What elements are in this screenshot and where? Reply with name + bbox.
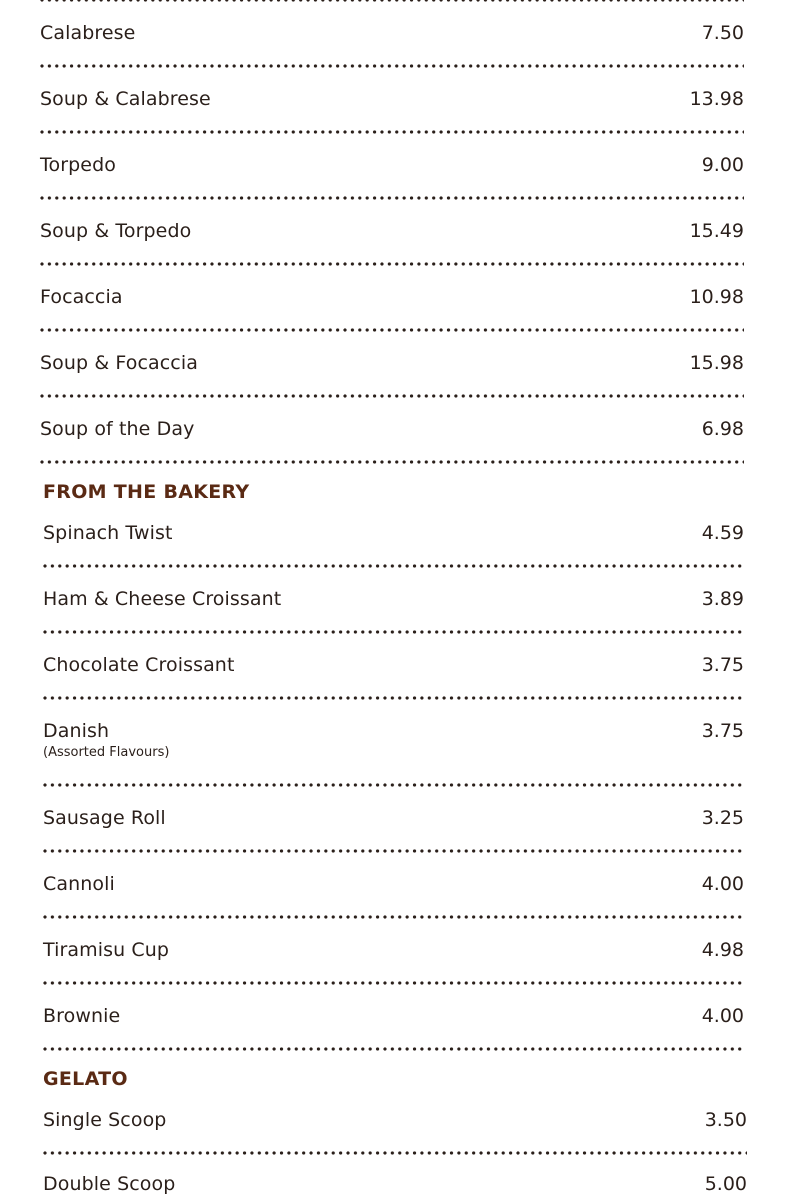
item-price: 4.00	[701, 873, 744, 895]
item-name: Danish	[43, 720, 110, 742]
dotted-divider	[43, 696, 744, 700]
menu-item-focaccia	[40, 282, 744, 312]
item-price: 15.98	[689, 352, 744, 374]
item-price: 6.98	[701, 418, 744, 440]
dotted-divider	[43, 783, 744, 787]
item-price: 15.49	[689, 220, 744, 242]
item-price: 9.00	[701, 154, 744, 176]
item-name: Spinach Twist	[43, 522, 173, 544]
item-name: Double Scoop	[43, 1173, 176, 1195]
menu-item-brownie	[43, 1001, 744, 1031]
item-name: Soup of the Day	[40, 418, 195, 440]
menu-item-calabrese	[40, 18, 744, 48]
item-name: Brownie	[43, 1005, 121, 1027]
item-name: Single Scoop	[43, 1109, 167, 1131]
item-price: 4.00	[701, 1005, 744, 1027]
item-price: 5.00	[704, 1173, 747, 1195]
item-price: 4.59	[701, 522, 744, 544]
item-price: 10.98	[689, 286, 744, 308]
item-price: 4.98	[701, 939, 744, 961]
dotted-divider	[40, 328, 744, 332]
section-heading-gelato: GELATO	[43, 1068, 128, 1090]
dotted-divider	[40, 394, 744, 398]
menu-item-cannoli	[43, 869, 744, 899]
dotted-divider	[43, 1151, 747, 1155]
menu-item-double-scoop	[43, 1169, 747, 1199]
menu-item-danish	[43, 716, 744, 766]
menu-item-sausage-roll	[43, 803, 744, 833]
item-name: Tiramisu Cup	[43, 939, 170, 961]
dotted-divider	[40, 130, 744, 134]
dotted-divider	[43, 849, 744, 853]
menu-item-soup-focaccia	[40, 348, 744, 378]
menu-item-soup-calabrese	[40, 84, 744, 114]
item-note: (Assorted Flavours)	[43, 745, 170, 760]
dotted-divider	[40, 64, 744, 68]
item-price: 3.89	[701, 588, 744, 610]
dotted-divider	[43, 915, 744, 919]
menu-item-tiramisu-cup	[43, 935, 744, 965]
item-name: Cannoli	[43, 873, 115, 895]
section-heading-bakery: FROM THE BAKERY	[43, 481, 250, 503]
item-name: Soup & Focaccia	[40, 352, 198, 374]
item-price: 3.50	[704, 1109, 747, 1131]
item-price: 3.75	[701, 654, 744, 676]
dotted-divider	[40, 0, 744, 2]
item-name: Soup & Torpedo	[40, 220, 192, 242]
menu-item-spinach-twist	[43, 518, 744, 548]
dotted-divider	[43, 1047, 744, 1051]
item-name: Focaccia	[40, 286, 123, 308]
dotted-divider	[40, 196, 744, 200]
item-name: Soup & Calabrese	[40, 88, 211, 110]
item-name: Torpedo	[40, 154, 116, 176]
dotted-divider	[43, 630, 744, 634]
item-price: 3.25	[701, 807, 744, 829]
item-name: Sausage Roll	[43, 807, 166, 829]
item-price: 3.75	[701, 720, 744, 742]
menu-item-torpedo	[40, 150, 744, 180]
menu-item-chocolate-croissant	[43, 650, 744, 680]
menu-item-ham-cheese-croissant	[43, 584, 744, 614]
dotted-divider	[40, 262, 744, 266]
dotted-divider	[43, 564, 744, 568]
item-price: 13.98	[689, 88, 744, 110]
dotted-divider	[40, 460, 744, 464]
item-name: Calabrese	[40, 22, 136, 44]
item-name: Chocolate Croissant	[43, 654, 235, 676]
menu-item-soup-torpedo	[40, 216, 744, 246]
menu-item-single-scoop	[43, 1105, 747, 1135]
menu-item-soup-of-the-day	[40, 414, 744, 444]
dotted-divider	[43, 981, 744, 985]
item-name: Ham & Cheese Croissant	[43, 588, 282, 610]
item-price: 7.50	[701, 22, 744, 44]
